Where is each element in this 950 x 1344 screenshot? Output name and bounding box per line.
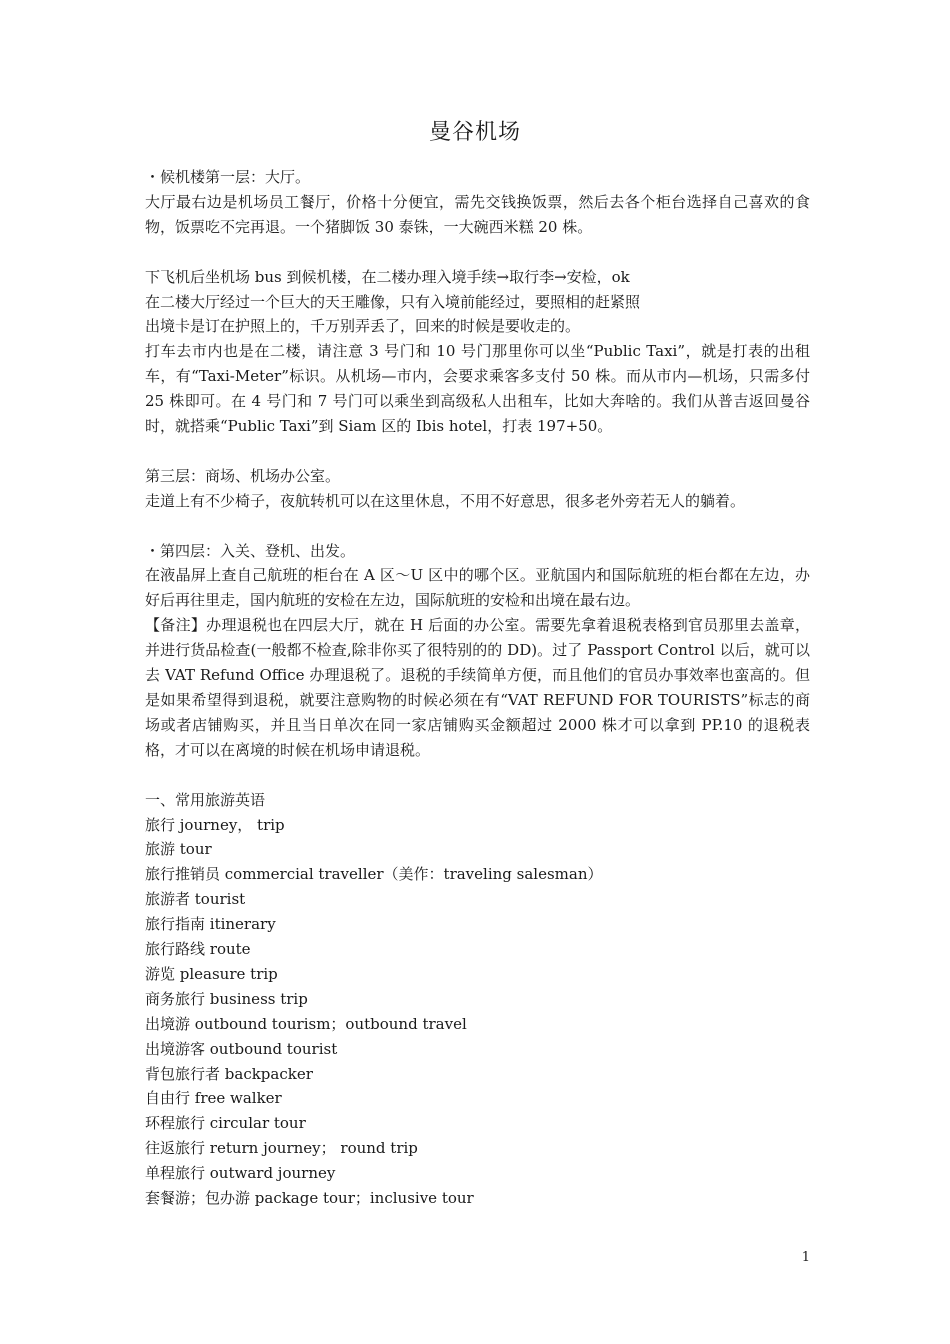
vocabulary-item: 套餐游；包办游 package tour；inclusive tour [145,1189,474,1208]
vocabulary-item: 环程旅行 circular tour [145,1114,306,1133]
floor4-heading: ・第四层：入关、登机、出发。 [145,541,356,560]
vocabulary-item: 旅行指南 itinerary [145,915,276,934]
floor2-taxi-paragraph: 打车去市内也是在二楼，请注意 3 号门和 10 号门那里你可以坐“Public Taxi”，就是打表的出租车，有“Taxi-Meter”标识。从机场—市内，会要求乘客多支付 50 株。而从市内—机场，只需多付 25 株即可。在 4 号门和 7 号门可以乘坐到高级私人出租车，比如大奔啥的。我们从普吉返回曼谷时，就搭乘“Public Taxi”到 Siam 区的 Ibis hotel，打表 197+50。 [145,342,810,436]
vocabulary-heading: 一、常用旅游英语 [145,790,266,809]
vocabulary-list [145,813,810,1212]
tax-refund-note: 【备注】办理退税也在四层大厅，就在 H 后面的办公室。需要先拿着退税表格到官员那里去盖章，并进行货品检查(一般都不检查,除非你买了很特别的的 DD)。过了 Passport Control 以后，就可以去 VAT Refund Office 办理退税了。退税的手续简单方便，而且他们的官员办事效率也蛮高的。但是如果希望得到退税，就要注意购物的时候必须在有“VAT REFUND FOR TOURISTS”标志的商场或者店铺购买，并且当日单次在同一家店铺购买金额超过 2000 株才可以拿到 PP.10 的退税表格，才可以在离境的时候在机场申请退税。 [145,616,810,759]
vocabulary-item: 单程旅行 outward journey [145,1164,336,1183]
vocabulary-item: 游览 pleasure trip [145,964,278,983]
vocabulary-item: 旅行路线 route [145,940,251,959]
vocabulary-item: 背包旅行者 backpacker [145,1064,313,1083]
floor4-body: 在液晶屏上查自己航班的柜台在 A 区～U 区中的哪个区。亚航国内和国际航班的柜台都在左边，办好后再往里走，国内航班的安检在左边，国际航班的安检和出境在最右边。 [145,566,810,610]
vocabulary-item: 旅游者 tourist [145,890,246,909]
paragraph-gap [145,763,810,788]
paragraph-gap [145,514,810,539]
vocabulary-item: 商务旅行 business trip [145,989,308,1008]
vocabulary-item: 旅行推销员 commercial traveller（美作：traveling salesman） [145,865,603,884]
floor2-line-3: 出境卡是订在护照上的，千万别弄丢了，回来的时候是要收走的。 [145,317,581,336]
floor1-body: 大厅最右边是机场员工餐厅，价格十分便宜，需先交钱换饭票，然后去各个柜台选择自己喜欢的食物，饭票吃不完再退。一个猪脚饭 30 泰铢，一大碗西米糕 20 株。 [145,192,810,236]
floor2-line-2: 在二楼大厅经过一个巨大的天王雕像，只有入境前能经过，要照相的赶紧照 [145,292,641,311]
vocabulary-item: 出境游客 outbound tourist [145,1039,338,1058]
page-number: 1 [801,1250,810,1265]
floor3-heading: 第三层：商场、机场办公室。 [145,466,341,485]
vocabulary-item: 出境游 outbound tourism；outbound travel [145,1014,467,1033]
document-body [145,165,810,1211]
vocabulary-item: 旅行 journey， trip [145,815,285,834]
vocabulary-item: 往返旅行 return journey； round trip [145,1139,418,1158]
page-title: 曼谷机场 [428,120,521,145]
paragraph-gap [145,240,810,265]
floor2-line-1: 下飞机后坐机场 bus 到候机楼，在二楼办理入境手续→取行李→安检，ok [145,267,630,286]
vocabulary-item: 旅游 tour [145,840,212,859]
paragraph-gap [145,439,810,464]
floor3-body: 走道上有不少椅子，夜航转机可以在这里休息，不用不好意思，很多老外旁若无人的躺着。 [145,491,746,510]
floor1-heading: ・候机楼第一层：大厅。 [145,168,311,186]
vocabulary-item: 自由行 free walker [145,1089,282,1108]
